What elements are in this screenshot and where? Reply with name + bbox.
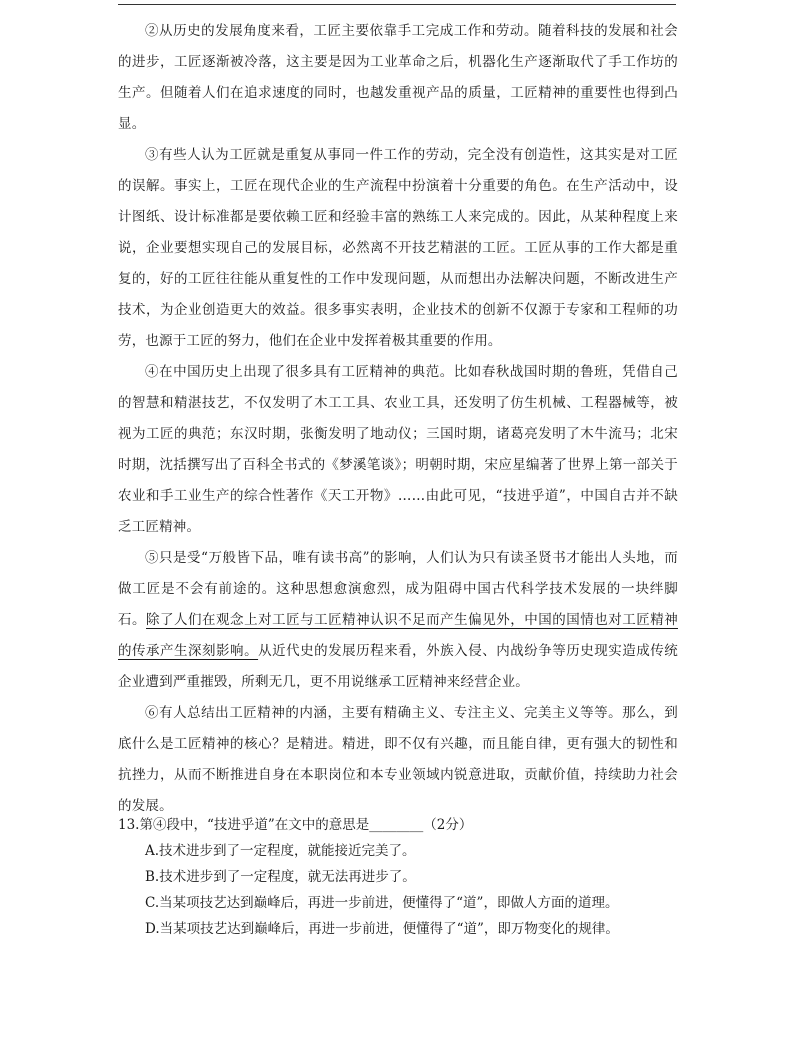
option-d: D.当某项技艺达到巅峰后，再进一步前进，便懂得了“道”，即万物变化的规律。 — [145, 921, 619, 937]
question-13 — [118, 812, 678, 942]
paragraph-2: ②从历史的发展角度来看，工匠主要依靠手工完成工作和劳动。随着科技的发展和社会的进步，工匠逐渐被冷落，这主要是因为工业革命之后，机器化生产逐渐取代了手工作坊的生产。但随着人们在追求速度的同时，也越发重视产品的质量，工匠精神的重要性也得到凸显。 — [118, 23, 678, 132]
paragraph-5 — [118, 543, 678, 698]
article-body — [118, 16, 678, 822]
option-a: A.技术进步到了一定程度，就能接近完美了。 — [145, 843, 416, 859]
top-rule — [118, 4, 676, 5]
paragraph-5-text-before: ⑤只是受“万般皆下品，唯有读书高”的影响，人们认为只有读圣贤书才能出人头地，而做工匠是不会有前途的。这种思想愈演愈烈，成为阻碍中国古代科学技术发展的一块绊脚石。 — [118, 550, 678, 628]
paragraph-5-text-after: 从近代史的发展历程来看，外族入侵、内战纷争等历史现实造成传统企业遭到严重摧毁，所剩无几，更不用说继承工匠精神来经营企业。 — [118, 643, 679, 690]
paragraph-3: ③有些人认为工匠就是重复从事同一件工作的劳动，完全没有创造性，这其实是对工匠的误解。事实上，工匠在现代企业的生产流程中扮演着十分重要的角色。在生产活动中，设计图纸、设计标准都是要依赖工匠和经验丰富的熟练工人来完成的。因此，从某种程度上来说，企业要想实现自己的发展目标，必然离不开技艺精湛的工匠。工匠从事的工作大都是重复的，好的工匠往往能从重复性的工作中发现问题，从而想出办法解决问题，不断改进生产技术，为企业创造更大的效益。很多事实表明，企业技术的创新不仅源于专家和工程师的功劳，也源于工匠的努力，他们在企业中发挥着极其重要的作用。 — [118, 147, 678, 349]
option-b: B.技术进步到了一定程度，就无法再进步了。 — [145, 869, 416, 885]
paragraph-6: ⑥有人总结出工匠精神的内涵，主要有精确主义、专注主义、完美主义等等。那么，到底什么是工匠精神的核心？是精进。精进，即不仅有兴趣，而且能自律，更有强大的韧性和抗挫力，从而不断推进自身在本职岗位和本专业领域内锐意进取，贡献价值，持续助力社会的发展。 — [118, 705, 678, 814]
question-stem: 13.第④段中，“技进乎道”在文中的意思是________（2分） — [118, 817, 473, 833]
paragraph-4: ④在中国历史上出现了很多具有工匠精神的典范。比如春秋战国时期的鲁班，凭借自己的智慧和精湛技艺，不仅发明了木工工具、农业工具，还发明了仿生机械、工程器械等，被视为工匠的典范；东汉时期，张衡发明了地动仪；三国时期，诸葛亮发明了木牛流马；北宋时期，沈括撰写出了百科全书式的《梦溪笔谈》；明朝时期，宋应星编著了世界上第一部关于农业和手工业生产的综合性著作《天工开物》……由此可见，“技进乎道”，中国自古并不缺乏工匠精神。 — [118, 364, 678, 535]
option-c: C.当某项技艺达到巅峰后，再进一步前进，便懂得了“道”，即做人方面的道理。 — [145, 895, 619, 911]
paragraph-5-underlined-sentence: 除了人们在观念上对工匠与工匠精神认识不足而产生偏见外，中国的国情也对工匠精神的传承产生深刻影响。 — [118, 612, 678, 659]
